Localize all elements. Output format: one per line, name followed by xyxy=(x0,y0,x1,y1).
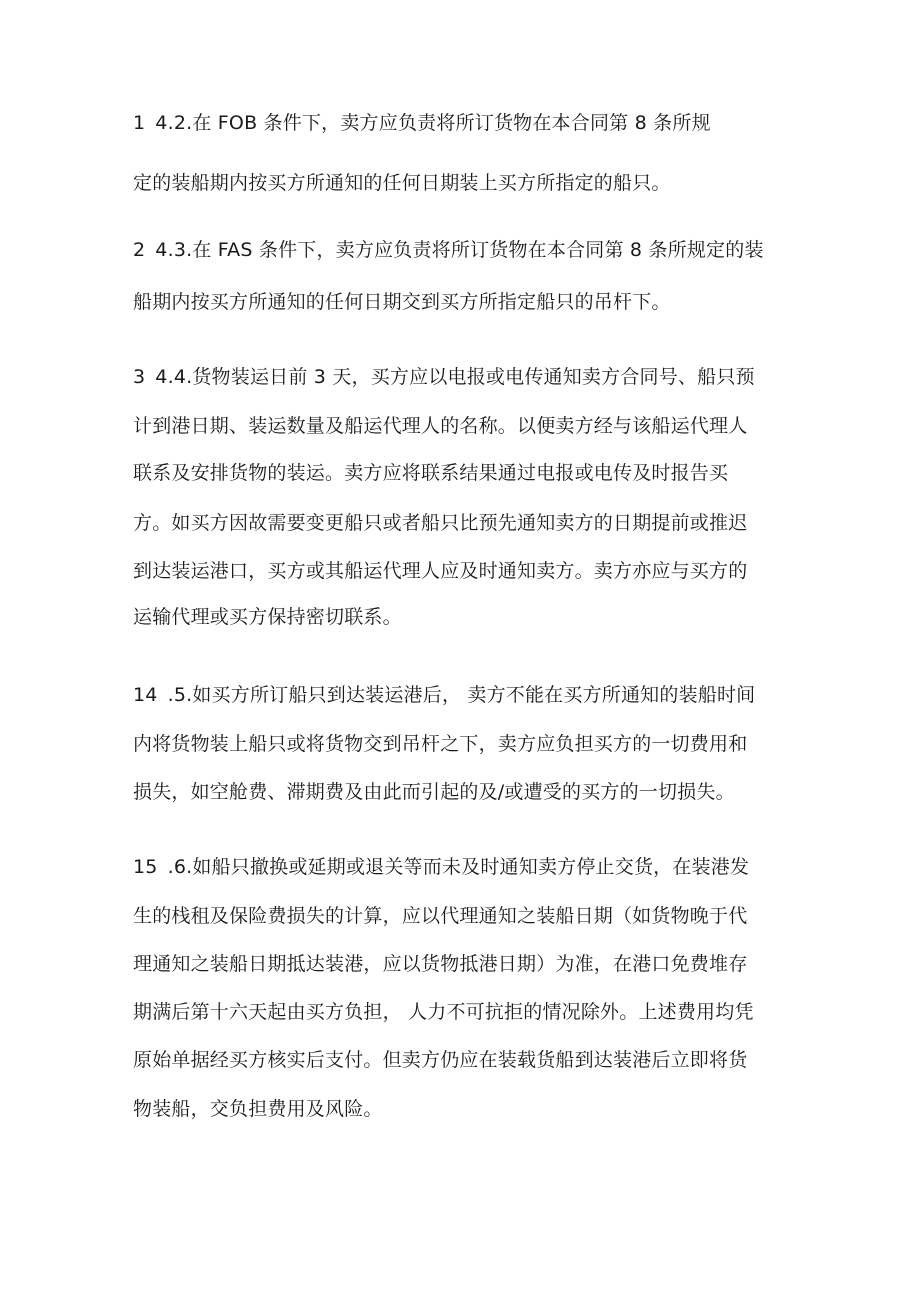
paragraph-3-line-5: 到达装运港口，买方或其船运代理人应及时通知卖方。卖方亦应与买方的 xyxy=(133,560,748,582)
paragraph-3-line-1 xyxy=(133,365,755,389)
paragraph-3-line-4: 方。如买方因故需要变更船只或者船只比预先通知卖方的日期提前或推迟 xyxy=(133,512,748,534)
paragraph-14-line-1 xyxy=(133,683,755,707)
paragraph-15-line-3: 理通知之装船日期抵达装港，应以货物抵港日期）为准，在港口免费堆存 xyxy=(133,953,748,975)
paragraph-14-number: 14 xyxy=(133,684,158,706)
paragraph-1-line-2: 定的装船期内按买方所通知的任何日期装上买方所指定的船只。 xyxy=(133,172,671,194)
paragraph-14-line-2: 内将货物装上船只或将货物交到吊杆之下，卖方应负担买方的一切费用和 xyxy=(133,733,748,755)
paragraph-2-line-1 xyxy=(133,238,764,262)
paragraph-15-number: 15 xyxy=(133,856,158,878)
paragraph-15-line-1 xyxy=(133,855,749,879)
paragraph-2-line-2: 船期内按买方所通知的任何日期交到买方所指定船只的吊杆下。 xyxy=(133,291,671,313)
paragraph-3-number: 3 xyxy=(133,366,146,388)
paragraph-15-line-6: 物装船，交负担费用及风险。 xyxy=(133,1098,383,1120)
paragraph-1-line-1 xyxy=(133,111,711,135)
paragraph-1-text-1: 4.2.在 FOB 条件下，卖方应负责将所订货物在本合同第 8 条所规 xyxy=(155,112,711,134)
paragraph-15-line-2: 生的栈租及保险费损失的计算，应以代理通知之装船日期（如货物晚于代 xyxy=(133,905,748,927)
paragraph-3-text-1: 4.4.货物装运日前 3 天，买方应以电报或电传通知卖方合同号、船只预 xyxy=(155,366,755,388)
paragraph-3-line-6: 运输代理或买方保持密切联系。 xyxy=(133,606,402,628)
paragraph-2-number: 2 xyxy=(133,239,146,261)
paragraph-14-line-3: 损失，如空舱费、滞期费及由此而引起的及/或遭受的买方的一切损失。 xyxy=(133,781,735,803)
paragraph-14-text-1: .5.如买方所订船只到达装运港后， 卖方不能在买方所通知的装船时间 xyxy=(167,684,756,706)
paragraph-2-text-1: 4.3.在 FAS 条件下，卖方应负责将所订货物在本合同第 8 条所规定的装 xyxy=(155,239,764,261)
paragraph-15-text-1: .6.如船只撤换或延期或退关等而未及时通知卖方停止交货，在装港发 xyxy=(167,856,750,878)
paragraph-15-line-4: 期满后第十六天起由买方负担， 人力不可抗拒的情况除外。上述费用均凭 xyxy=(133,1001,754,1023)
paragraph-3-line-2: 计到港日期、装运数量及船运代理人的名称。以便卖方经与该船运代理人 xyxy=(133,415,748,437)
paragraph-1-number: 1 xyxy=(133,112,146,134)
paragraph-15-line-5: 原始单据经买方核实后支付。但卖方仍应在装载货船到达装港后立即将货 xyxy=(133,1049,748,1071)
paragraph-3-line-3: 联系及安排货物的装运。卖方应将联系结果通过电报或电传及时报告买 xyxy=(133,462,729,484)
